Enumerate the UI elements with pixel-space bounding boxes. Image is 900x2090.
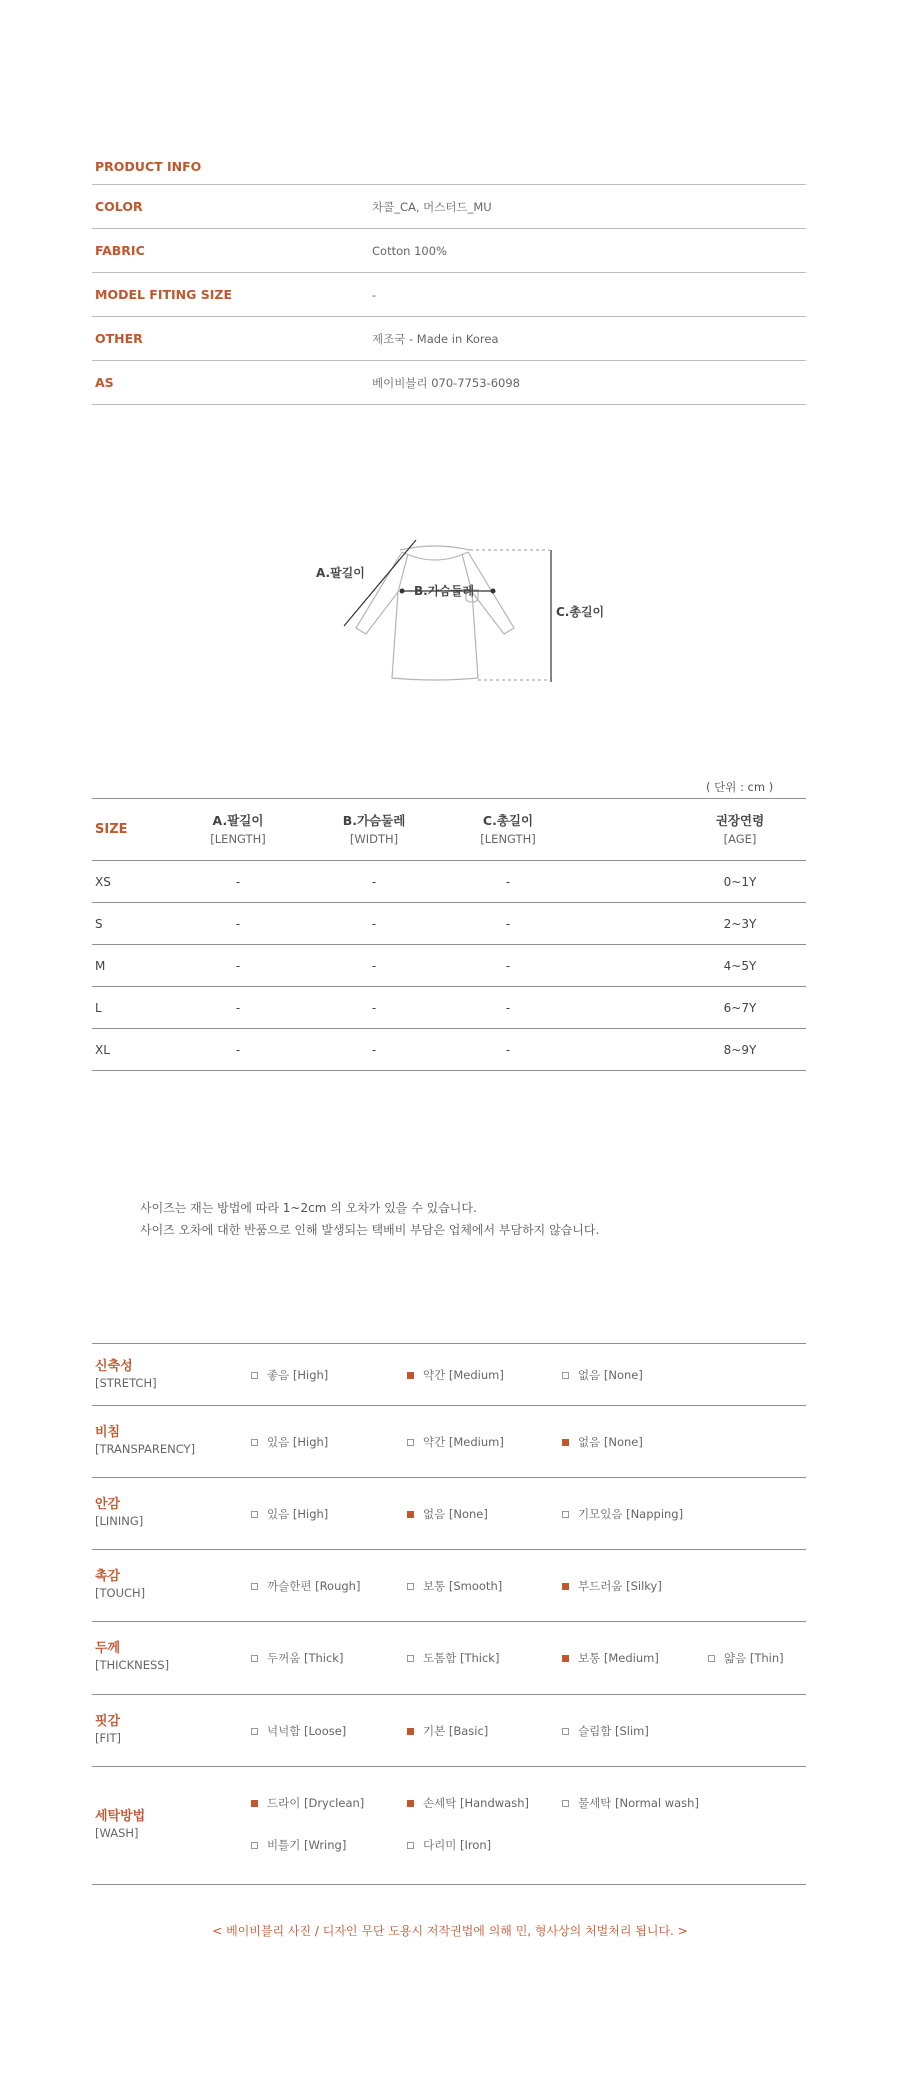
length-cell: -: [505, 874, 511, 889]
checkbox-icon: [562, 1800, 569, 1807]
option-label: 슬림함 [Slim]: [578, 1724, 649, 1738]
checkbox-icon: [251, 1439, 258, 1446]
header-sub: [LENGTH]: [210, 831, 266, 846]
age-cell: 8~9Y: [723, 1042, 757, 1057]
size-cell: XS: [95, 874, 111, 889]
table-row: [92, 987, 806, 1029]
info-row-color: [92, 185, 806, 229]
attr-name-ko: 두께: [95, 1641, 121, 1656]
option-label: 두꺼움 [Thick]: [267, 1651, 344, 1665]
chest-cell: -: [371, 958, 377, 973]
attr-name-en: [LINING]: [95, 1514, 144, 1528]
age-cell: 2~3Y: [723, 916, 757, 931]
checkbox-icon: [562, 1728, 569, 1735]
attr-name-en: [FIT]: [95, 1731, 122, 1745]
option: [407, 1837, 491, 1853]
info-value: 제조국 - Made in Korea: [372, 331, 499, 346]
checkbox-icon: [251, 1800, 258, 1807]
length-cell: -: [505, 916, 511, 931]
attr-name-en: [TRANSPARENCY]: [95, 1442, 196, 1456]
info-key: AS: [95, 375, 114, 390]
attr-name-en: [TOUCH]: [95, 1586, 146, 1600]
checkbox-icon: [251, 1655, 258, 1662]
option-label: 없음 [None]: [423, 1507, 488, 1521]
option-label: 없음 [None]: [578, 1368, 643, 1382]
attr-row-transparency: [92, 1406, 806, 1478]
option: [562, 1795, 699, 1811]
length-cell: -: [505, 1000, 511, 1015]
header-top: C.총길이: [482, 812, 534, 828]
option-label: 부드러움 [Silky]: [578, 1579, 662, 1593]
option: [407, 1723, 488, 1739]
unit-label: ( 단위 : cm ): [706, 780, 774, 794]
table-row: [92, 903, 806, 945]
option: [251, 1723, 346, 1739]
option: [251, 1367, 328, 1383]
option: [562, 1506, 683, 1522]
header-age: [680, 812, 800, 848]
header-sub: [LENGTH]: [480, 831, 536, 846]
option-label: 얇음 [Thin]: [724, 1651, 784, 1665]
option-label: 있음 [High]: [267, 1435, 329, 1449]
option: [407, 1578, 502, 1594]
option-label: 보통 [Smooth]: [423, 1579, 503, 1593]
sleeve-cell: -: [235, 958, 241, 973]
checkbox-icon: [407, 1655, 414, 1662]
attr-name: [95, 1424, 195, 1458]
option-label: 손세탁 [Handwash]: [423, 1796, 529, 1810]
checkbox-icon: [251, 1511, 258, 1518]
option: [251, 1650, 343, 1666]
option: [407, 1434, 504, 1450]
option: [562, 1650, 659, 1666]
option: [407, 1795, 529, 1811]
attr-name-ko: 비침: [95, 1425, 121, 1440]
option-label: 좋음 [High]: [267, 1368, 329, 1382]
header-sub: [AGE]: [723, 831, 757, 846]
attr-name-ko: 세탁방법: [95, 1809, 146, 1824]
attr-row-lining: [92, 1478, 806, 1550]
option: [407, 1650, 499, 1666]
diagram-label-chest: B.가슴둘레: [414, 584, 475, 598]
option-label: 기모있음 [Napping]: [578, 1507, 684, 1521]
table-row: [92, 1029, 806, 1071]
info-row-as: [92, 361, 806, 405]
checkbox-icon: [407, 1728, 414, 1735]
checkbox-icon: [407, 1372, 414, 1379]
option-label: 약간 [Medium]: [423, 1368, 504, 1382]
header-chest: [314, 812, 434, 848]
attr-name: [95, 1358, 157, 1392]
checkbox-icon: [251, 1728, 258, 1735]
info-row-fabric: [92, 229, 806, 273]
option-label: 있음 [High]: [267, 1507, 329, 1521]
sleeve-cell: -: [235, 874, 241, 889]
info-value: 베이비블리 070-7753-6098: [372, 375, 520, 390]
option: [407, 1367, 504, 1383]
size-notes: [140, 1197, 599, 1241]
sleeve-cell: -: [235, 1000, 241, 1015]
checkbox-icon: [251, 1842, 258, 1849]
attr-name-en: [WASH]: [95, 1826, 139, 1840]
length-cell: -: [505, 1042, 511, 1057]
attr-row-stretch: [92, 1344, 806, 1406]
sleeve-cell: -: [235, 1042, 241, 1057]
attr-name-en: [THICKNESS]: [95, 1658, 170, 1672]
size-table-header: [92, 799, 806, 861]
attr-row-fit: [92, 1695, 806, 1767]
option-label: 까슬한편 [Rough]: [267, 1579, 361, 1593]
option: [251, 1578, 360, 1594]
diagram-label-sleeve: A.팔길이: [316, 566, 365, 580]
checkbox-icon: [562, 1372, 569, 1379]
option-label: 넉넉함 [Loose]: [267, 1724, 347, 1738]
fabric-attributes-table: [92, 1343, 806, 1885]
note-line: 사이즈는 재는 방법에 따라 1~2cm 의 오차가 있을 수 있습니다.: [140, 1201, 477, 1215]
attr-name: [95, 1568, 145, 1602]
measurement-diagram: [310, 530, 610, 690]
attr-name-ko: 핏감: [95, 1714, 121, 1729]
attr-name: [95, 1496, 143, 1530]
option: [251, 1795, 364, 1811]
option: [251, 1506, 328, 1522]
sleeve-cell: -: [235, 916, 241, 931]
size-table: [92, 798, 806, 1071]
attr-name-ko: 안감: [95, 1497, 121, 1512]
option: [562, 1434, 643, 1450]
size-cell: M: [95, 958, 106, 973]
header-length: [448, 812, 568, 848]
option-label: 기본 [Basic]: [423, 1724, 489, 1738]
copyright-notice: < 베이비블리 사진 / 디자인 무단 도용시 저작권법에 의해 민, 형사상의 처벌처리 됩니다. >: [212, 1924, 688, 1938]
option-label: 비틀기 [Wring]: [267, 1838, 347, 1852]
option: [251, 1837, 346, 1853]
option: [251, 1434, 328, 1450]
checkbox-icon: [407, 1583, 414, 1590]
checkbox-icon: [562, 1439, 569, 1446]
size-cell: L: [95, 1000, 102, 1015]
info-value: 차콜_CA, 머스터드_MU: [372, 199, 492, 214]
header-sleeve: [178, 812, 298, 848]
checkbox-icon: [251, 1372, 258, 1379]
attr-name-en: [STRETCH]: [95, 1376, 157, 1390]
chest-cell: -: [371, 874, 377, 889]
info-value: Cotton 100%: [372, 243, 447, 258]
table-row: [92, 945, 806, 987]
checkbox-icon: [407, 1800, 414, 1807]
attr-name: [95, 1808, 145, 1842]
option-label: 드라이 [Dryclean]: [267, 1796, 365, 1810]
info-key: FABRIC: [95, 243, 145, 258]
chest-cell: -: [371, 916, 377, 931]
info-key: COLOR: [95, 199, 143, 214]
product-info-title: PRODUCT INFO: [92, 148, 806, 185]
diagram-label-length: C.총길이: [556, 605, 605, 619]
size-cell: XL: [95, 1042, 110, 1057]
option: [562, 1367, 643, 1383]
age-cell: 6~7Y: [723, 1000, 757, 1015]
header-top: A.팔길이: [212, 812, 264, 828]
chest-cell: -: [371, 1042, 377, 1057]
size-column-title: SIZE: [95, 822, 128, 837]
checkbox-icon: [562, 1511, 569, 1518]
info-key: OTHER: [95, 331, 143, 346]
length-cell: -: [505, 958, 511, 973]
attr-row-wash: [92, 1767, 806, 1885]
option-label: 보통 [Medium]: [578, 1651, 659, 1665]
note-line: 사이즈 오차에 대한 반품으로 인해 발생되는 택배비 부담은 업체에서 부담하지 않습니다.: [140, 1223, 600, 1237]
option-label: 물세탁 [Normal wash]: [578, 1796, 699, 1810]
option-label: 도톰함 [Thick]: [423, 1651, 500, 1665]
option: [407, 1506, 488, 1522]
header-top: 권장연령: [715, 812, 765, 828]
attr-name-ko: 신축성: [95, 1359, 133, 1374]
header-top: B.가슴둘레: [342, 812, 406, 828]
info-key: MODEL FITING SIZE: [95, 287, 232, 302]
checkbox-icon: [562, 1655, 569, 1662]
info-value: -: [372, 287, 377, 302]
option: [562, 1578, 662, 1594]
checkbox-icon: [562, 1583, 569, 1590]
attr-name: [95, 1640, 169, 1674]
option-label: 다리미 [Iron]: [423, 1838, 492, 1852]
attr-row-thickness: [92, 1622, 806, 1695]
checkbox-icon: [251, 1583, 258, 1590]
option-label: 없음 [None]: [578, 1435, 643, 1449]
option-label: 약간 [Medium]: [423, 1435, 504, 1449]
checkbox-icon: [407, 1842, 414, 1849]
size-cell: S: [95, 916, 103, 931]
product-info-table: [92, 148, 806, 405]
attr-name-ko: 촉감: [95, 1569, 121, 1584]
checkbox-icon: [407, 1511, 414, 1518]
info-row-model-size: [92, 273, 806, 317]
age-cell: 0~1Y: [723, 874, 757, 889]
checkbox-icon: [708, 1655, 715, 1662]
option: [562, 1723, 649, 1739]
info-row-other: [92, 317, 806, 361]
checkbox-icon: [407, 1439, 414, 1446]
attr-row-touch: [92, 1550, 806, 1622]
age-cell: 4~5Y: [723, 958, 757, 973]
option: [708, 1650, 784, 1666]
table-row: [92, 861, 806, 903]
header-sub: [WIDTH]: [349, 831, 399, 846]
chest-cell: -: [371, 1000, 377, 1015]
attr-name: [95, 1713, 121, 1747]
